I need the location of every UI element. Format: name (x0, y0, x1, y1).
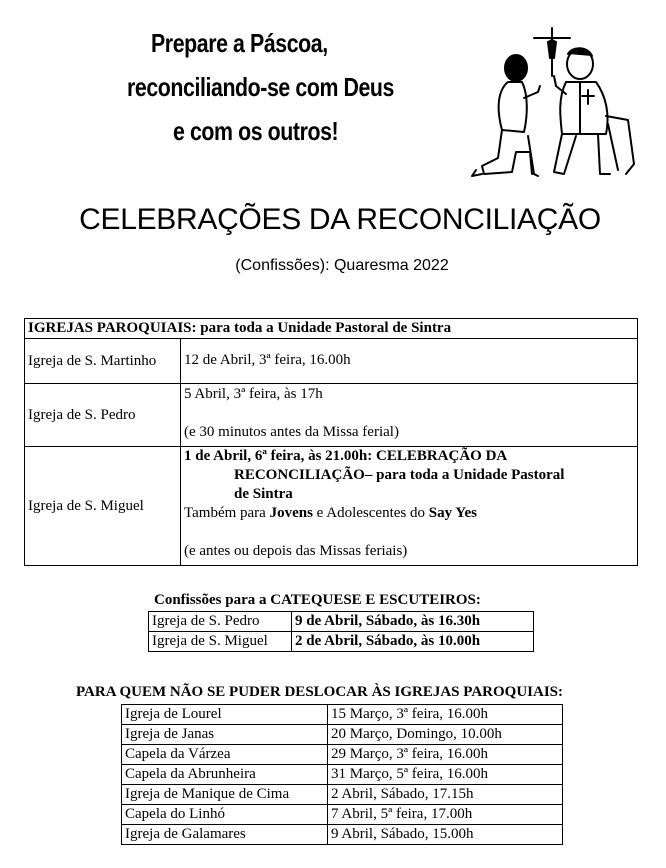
table-row (25, 447, 638, 566)
schedule-note: (e antes ou depois das Missas feriais) (184, 543, 408, 559)
table-row (122, 785, 563, 805)
parish-table-heading: IGREJAS PAROQUIAIS: para toda a Unidade Pastoral de Sintra (25, 319, 638, 339)
church-name: Igreja de S. Martinho (25, 339, 181, 384)
schedule-cell (181, 447, 638, 566)
schedule-note: (e 30 minutos antes da Missa ferial) (184, 424, 399, 440)
schedule-line: 5 Abril, 3ª feira, às 17h (184, 386, 323, 402)
penitent-figure (472, 55, 540, 176)
table-row (25, 319, 638, 339)
also-prefix: Também para (184, 505, 270, 521)
crucifix-icon (534, 28, 570, 76)
church-name: Igreja de S. Miguel (25, 447, 181, 566)
schedule-also (184, 504, 634, 523)
church-name: Capela da Abrunheira (122, 765, 328, 785)
schedule-cell: 31 Março, 5ª feira, 16.00h (328, 765, 563, 785)
catechesis-table (148, 611, 534, 652)
table-row (122, 725, 563, 745)
schedule-line: RECONCILIAÇÃO– para toda a Unidade Pastoral (234, 467, 565, 483)
remote-churches-table (121, 704, 563, 845)
schedule-cell: 20 Março, Domingo, 10.00h (328, 725, 563, 745)
table-row (149, 632, 534, 652)
catechesis-heading: Confissões para a CATEQUESE E ESCUTEIROS: (154, 592, 481, 608)
also-say-yes: Say Yes (428, 505, 477, 521)
schedule-cell: 15 Março, 3ª feira, 16.00h (328, 705, 563, 725)
page-title: CELEBRAÇÕES DA RECONCILIAÇÃO (79, 203, 601, 236)
schedule-cell (181, 384, 638, 447)
schedule-cell (181, 339, 638, 384)
table-row (122, 825, 563, 845)
table-row (122, 745, 563, 765)
schedule-line: de Sintra (234, 486, 293, 502)
table-row (149, 612, 534, 632)
confession-illustration (468, 24, 646, 184)
church-name: Igreja de Manique de Cima (122, 785, 328, 805)
schedule-cell: 9 Abril, Sábado, 15.00h (328, 825, 563, 845)
church-name: Capela da Várzea (122, 745, 328, 765)
also-jovens: Jovens (269, 505, 313, 521)
table-row (25, 384, 638, 447)
schedule-cell: 29 Março, 3ª feira, 16.00h (328, 745, 563, 765)
church-name: Igreja de S. Miguel (149, 632, 292, 652)
church-name: Igreja de S. Pedro (25, 384, 181, 447)
table-row (122, 805, 563, 825)
priest-figure (554, 48, 634, 174)
schedule-cell: 2 de Abril, Sábado, às 10.00h (292, 632, 534, 652)
headline-line-3: e com os outros! (173, 116, 339, 146)
schedule-line: 1 de Abril, 6ª feira, às 21.00h: CELEBRAÇÃO DA (184, 448, 508, 464)
schedule-line: 12 de Abril, 3ª feira, 16.00h (184, 352, 351, 368)
headline-line-2: reconciliando-se com Deus (127, 72, 394, 102)
church-name: Capela do Linhó (122, 805, 328, 825)
page-subtitle: (Confissões): Quaresma 2022 (235, 257, 449, 274)
schedule-cell: 7 Abril, 5ª feira, 17.00h (328, 805, 563, 825)
table-row (122, 765, 563, 785)
table-row (25, 339, 638, 384)
schedule-cell: 2 Abril, Sábado, 17.15h (328, 785, 563, 805)
headline-line-1: Prepare a Páscoa, (151, 28, 328, 58)
remote-heading: PARA QUEM NÃO SE PUDER DESLOCAR ÀS IGREJAS PAROQUIAIS: (76, 684, 563, 700)
also-middle: e Adolescentes do (312, 505, 429, 521)
church-name: Igreja de Galamares (122, 825, 328, 845)
church-name: Igreja de Lourel (122, 705, 328, 725)
church-name: Igreja de S. Pedro (149, 612, 292, 632)
schedule-cell: 9 de Abril, Sábado, às 16.30h (292, 612, 534, 632)
church-name: Igreja de Janas (122, 725, 328, 745)
parish-churches-table (24, 318, 638, 566)
table-row (122, 705, 563, 725)
